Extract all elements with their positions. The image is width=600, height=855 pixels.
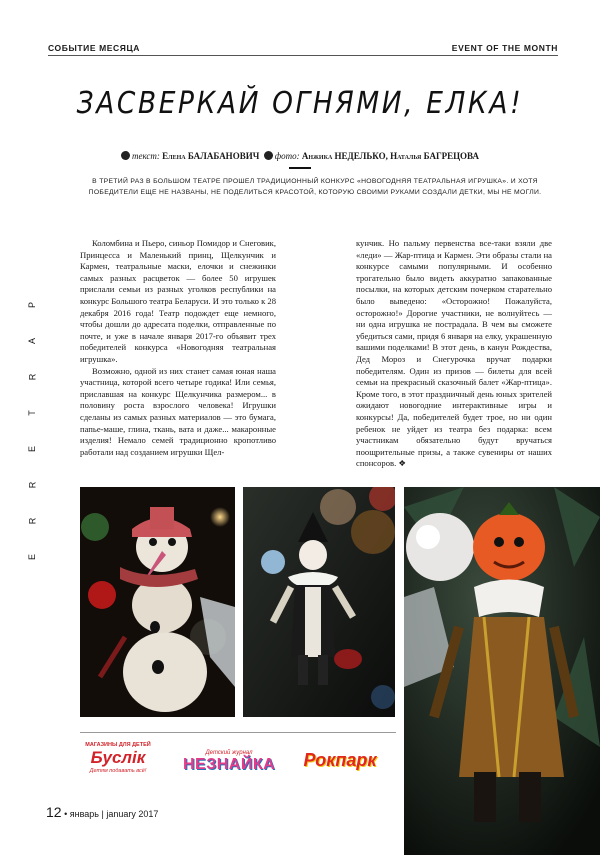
photo-snowman	[80, 487, 235, 717]
body-paragraph: Возможно, одной из них станет самая юная наша участница, которой всего четыре годика! Или семья, приславшая на конкурс Щелкунчика размером... в половину роста взрослого человека! Игрушки сделаны из самых разных материалов — это бумага, папье-маше, глина, ткань, вата и даже... макаронные изделия! Немало семей традиционно кропотливо работали над созданием игрушки Щел-	[80, 365, 276, 457]
side-letter: R	[27, 481, 37, 489]
logo-rokpark	[300, 750, 380, 771]
side-letter: A	[26, 337, 37, 345]
logo-neznayka	[183, 750, 275, 774]
logo-buslik-top: МАГАЗИНЫ ДЛЯ ДЕТЕЙ	[85, 742, 151, 748]
title-dash	[289, 167, 311, 169]
side-letter: R	[27, 517, 37, 525]
photo-label: фото:	[274, 151, 300, 161]
article-title: ЗАСВЕРКАЙ ОГНЯМИ, ЕЛКА!	[76, 86, 524, 121]
logo-neznayka-name: НЕЗНАЙКА	[183, 756, 276, 773]
side-letter: T	[27, 410, 37, 416]
photo-authors: Анжика НЕДЕЛЬКО, Наталья БАГРЕЦОВА	[301, 151, 479, 161]
pen-icon	[121, 151, 130, 160]
photo-tomato	[404, 487, 600, 855]
body-column-1	[80, 238, 276, 458]
page-footer	[46, 804, 158, 820]
section-label: СОБЫТИЕ МЕСЯЦА	[48, 43, 141, 53]
body-column-2	[356, 238, 552, 470]
logo-buslik	[80, 742, 156, 774]
footer-bullet: •	[64, 809, 68, 819]
footer-date: январь | january 2017	[69, 809, 159, 819]
body-paragraph: Коломбина и Пьеро, синьор Помидор и Снеговик, Принцесса и Маленький принц, Щелкунчик и Кармен, театральные маски, елочки и снежинки самых разных расцветок — более 50 игрушек прислали семьи из разных уголков республики на конкурс Большого театра Беларуси. И это только к 28 декабря 2016 года! Театр подождет еще немного, чтобы дошли до адресата поделки, отправленные по почте, и уже в начале января 2017-го объявит трех победителей конкурса «Новогодняя театральная игрушка».	[80, 238, 276, 364]
sponsor-rule	[80, 732, 396, 733]
side-label-parterre	[25, 300, 39, 562]
logo-buslik-tagline: Детям подавать всё!	[89, 768, 147, 774]
credits	[0, 151, 600, 161]
logo-neznayka-top: Детский журнал	[205, 750, 253, 756]
logo-rokpark-name: Рокпарк	[303, 750, 377, 770]
text-author: Елена БАЛАБАНОВИЧ	[162, 151, 260, 161]
camera-icon	[264, 151, 273, 160]
side-letter: R	[27, 373, 37, 381]
side-letter: P	[26, 301, 37, 309]
logo-buslik-name: Буслік	[90, 748, 146, 767]
header-rule	[48, 55, 558, 56]
photo-pierrot	[243, 487, 395, 717]
body-paragraph: кунчик. Но пальму первенства все-таки взяли две «леди» — Жар-птица и Кармен. Эти образы стали на конкурсе самыми популярными. И особенно трогательно было видеть аккуратно запакованные посылки, на которых детским почерком старательно было выведено: «Осторожно! Пожалуйста, осторожно!» Дорогие участники, не волнуйтесь — ни одна игрушка не пострадала. В чем вы сможете убедиться сами, придя 6 января на елку, украшенную вашими поделками! В этот день, в канун Рождества, Дед Мороз и Снегурочка вручат подарки победителям. Один из призов — билеты для всей семьи на прекрасный сказочный балет «Жар-птица». Кроме того, в этот праздничный день юных зрителей ожидают новогодние интерактивные игры и конкурсы! Да, победителей будет трое, но ни один ребенок не уйдет из театра без подарка: всем участникам обязательно будут вручаться поощрительные призы, а также сувениры от наших спонсоров. ❖	[356, 238, 552, 469]
side-letter: E	[26, 445, 37, 453]
section-label-en: EVENT OF THE MONTH	[451, 43, 558, 53]
text-label: текст:	[131, 151, 160, 161]
side-letter: E	[26, 553, 37, 561]
page-number: 12	[46, 804, 62, 820]
lead-paragraph: В ТРЕТИЙ РАЗ В БОЛЬШОМ ТЕАТРЕ ПРОШЕЛ ТРАДИЦИОННЫЙ КОНКУРС «НОВОГОДНЯЯ ТЕАТРАЛЬНАЯ ИГРУШКА». И ХОТЯ ПОБЕДИТЕЛИ ЕЩЕ НЕ НАЗВАНЫ, НЕ ПОДЕЛИТЬСЯ КРАСОТОЙ, КОТОРУЮ СВОИМИ РУКАМИ СОЗДАЛИ ДЕТКИ, МЫ НЕ МОГЛИ.	[88, 178, 542, 196]
